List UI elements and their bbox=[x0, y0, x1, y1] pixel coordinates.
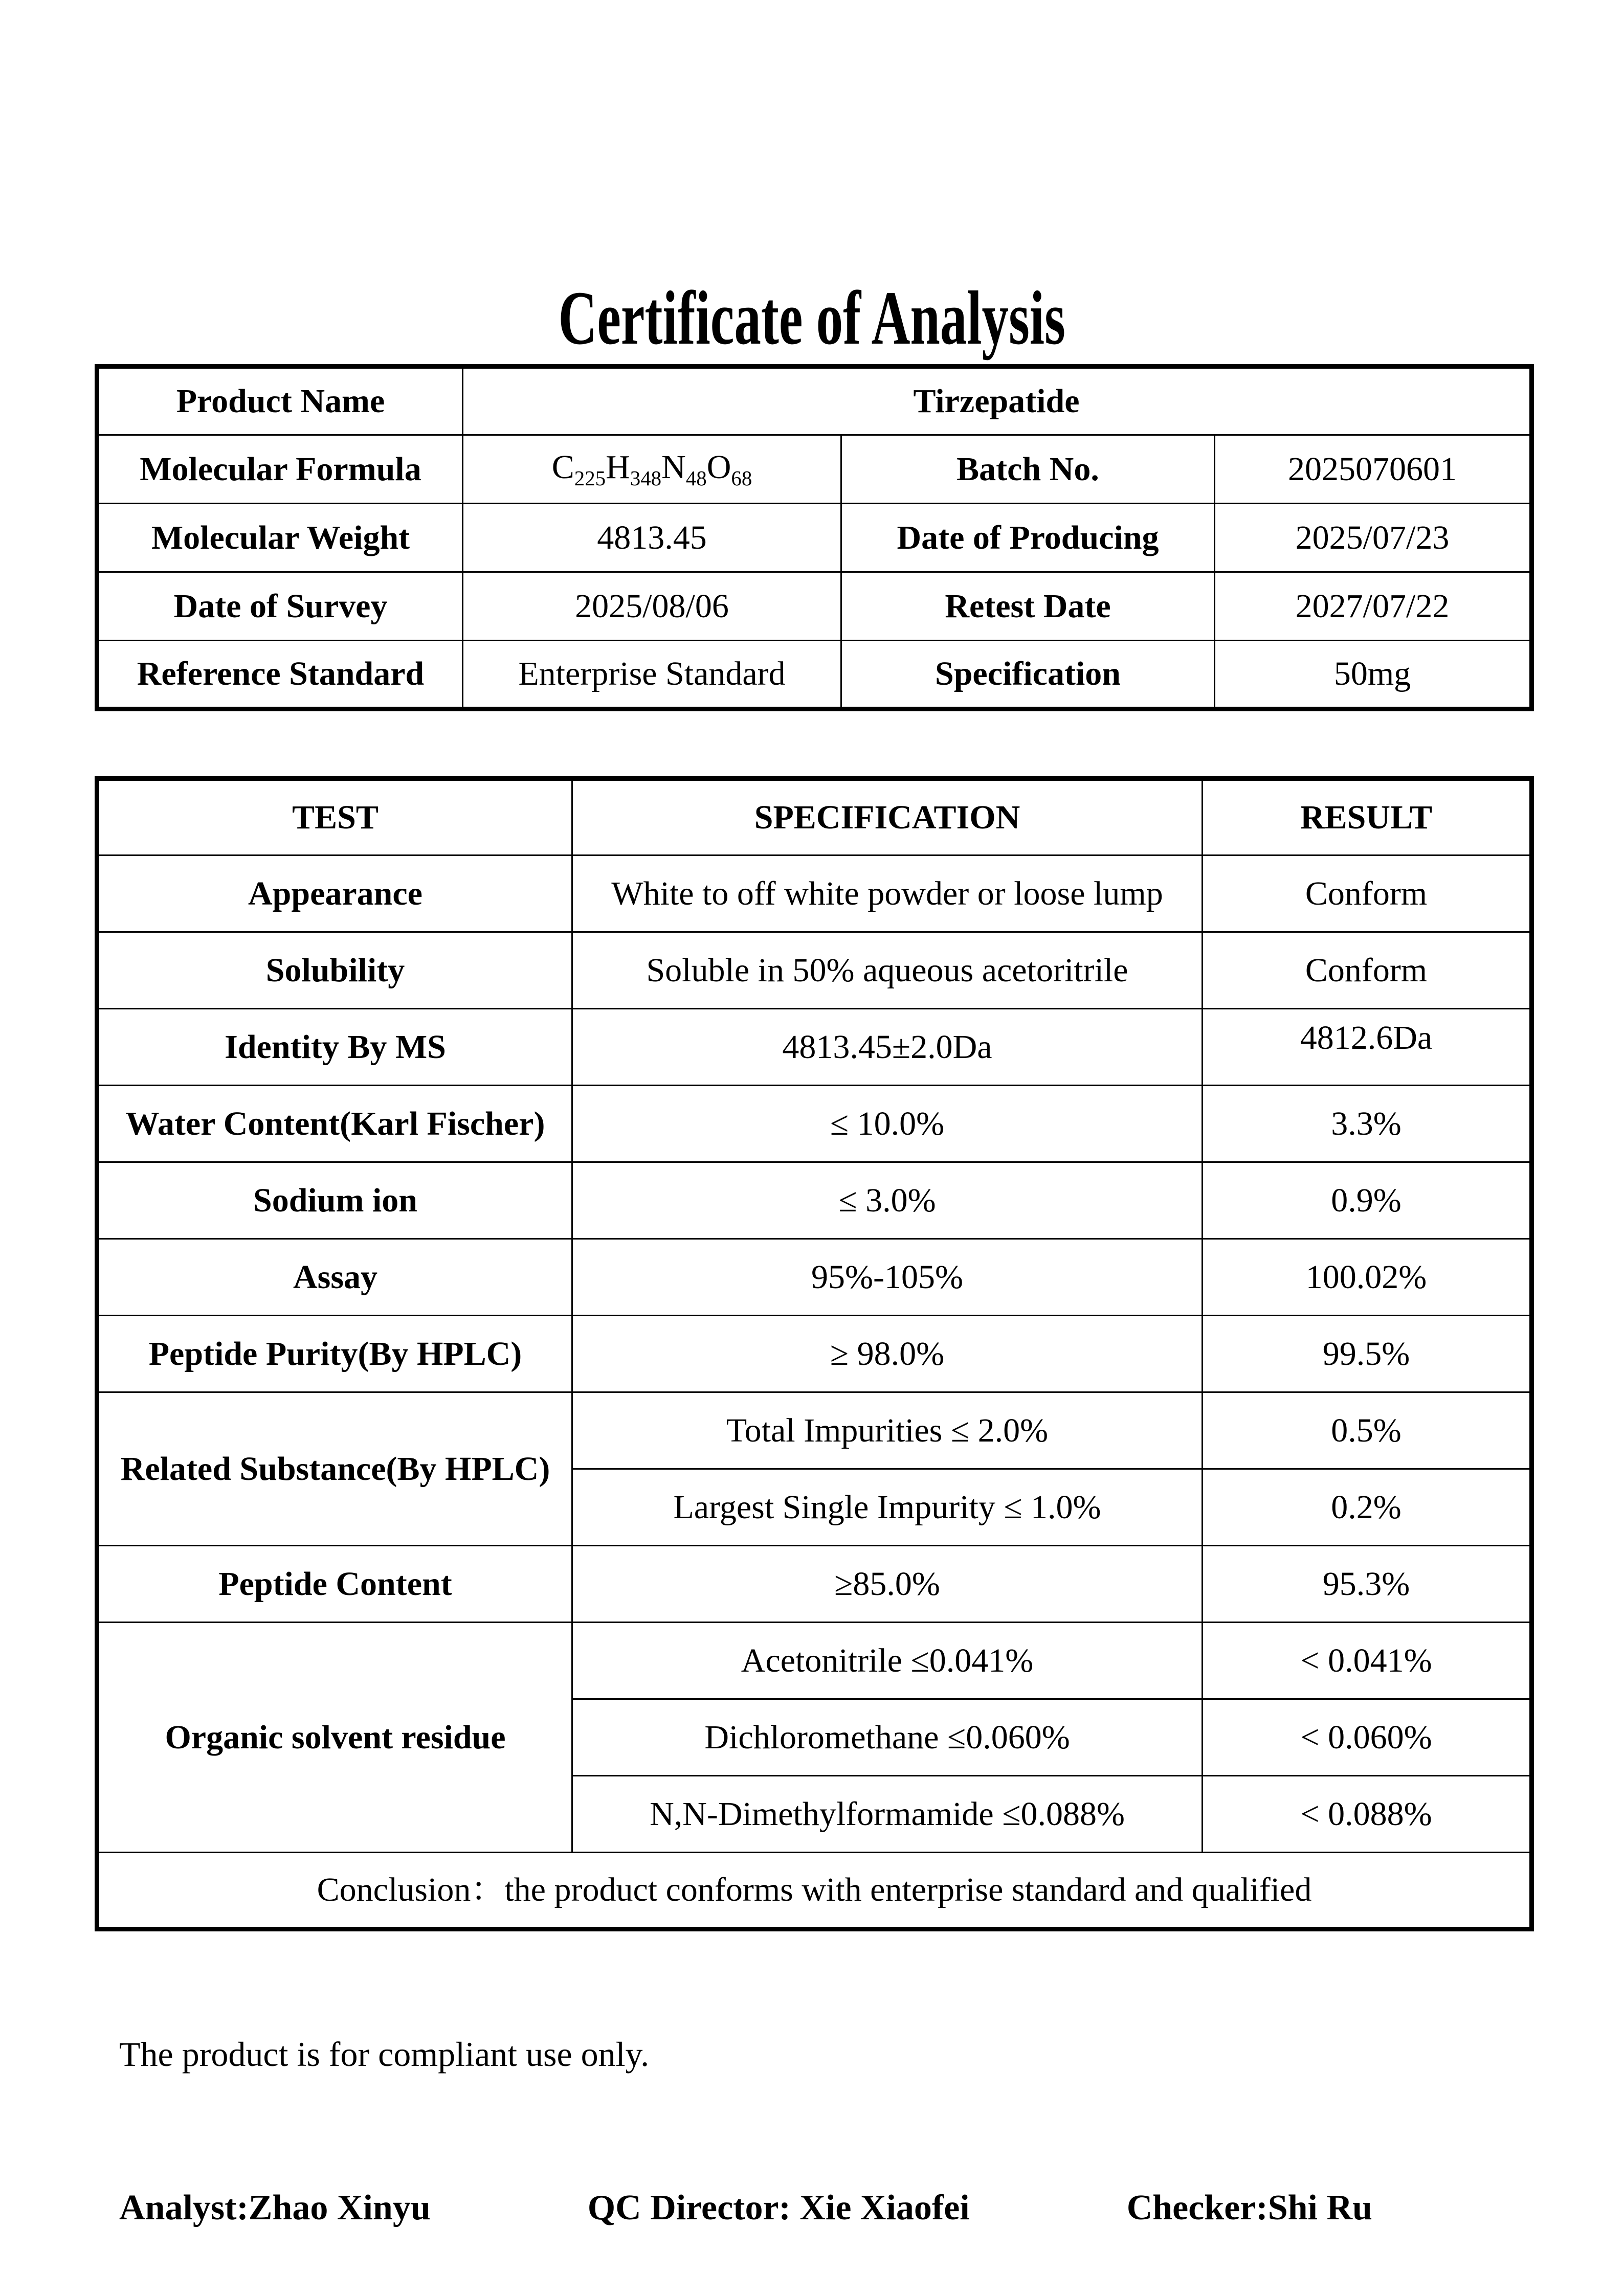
result-cell: 100.02% bbox=[1203, 1239, 1532, 1316]
date-of-survey-value: 2025/08/06 bbox=[463, 572, 841, 641]
result-cell: < 0.088% bbox=[1203, 1776, 1532, 1853]
table-row bbox=[97, 504, 1532, 572]
test-label-cell: Identity By MS bbox=[97, 1009, 572, 1086]
result-cell: Conform bbox=[1203, 856, 1532, 932]
spec-cell: ≥ 98.0% bbox=[572, 1316, 1203, 1392]
header-test: TEST bbox=[97, 779, 572, 856]
molecular-formula-value: $C_{225}H_{348}N_{48}O_{68}$ bbox=[463, 435, 841, 504]
date-of-producing-label: Date of Producing bbox=[841, 504, 1215, 572]
table-row bbox=[97, 641, 1532, 709]
table-row bbox=[97, 1623, 1532, 1699]
header-specification: SPECIFICATION bbox=[572, 779, 1203, 856]
table-row bbox=[97, 856, 1532, 932]
specification-label: Specification bbox=[841, 641, 1215, 709]
test-label-cell: Assay bbox=[97, 1239, 572, 1316]
conclusion-cell bbox=[97, 1853, 1532, 1929]
spec-cell: Acetonitrile ≤0.041% bbox=[572, 1623, 1203, 1699]
spec-cell: ≤ 3.0% bbox=[572, 1162, 1203, 1239]
table-row bbox=[97, 1162, 1532, 1239]
result-cell: 0.5% bbox=[1203, 1392, 1532, 1469]
retest-date-value: 2027/07/22 bbox=[1215, 572, 1532, 641]
test-label-cell: Sodium ion bbox=[97, 1162, 572, 1239]
date-of-producing-value: 2025/07/23 bbox=[1215, 504, 1532, 572]
compliance-note: The product is for compliant use only. bbox=[119, 2035, 650, 2074]
table-row bbox=[97, 1239, 1532, 1316]
table-row bbox=[97, 1316, 1532, 1392]
molecular-weight-label: Molecular Weight bbox=[97, 504, 463, 572]
spec-cell: White to off white powder or loose lump bbox=[572, 856, 1203, 932]
spec-cell: N,N-Dimethylformamide ≤0.088% bbox=[572, 1776, 1203, 1853]
batch-no-label: Batch No. bbox=[841, 435, 1215, 504]
date-of-survey-label: Date of Survey bbox=[97, 572, 463, 641]
product-name-value: Tirzepatide bbox=[463, 367, 1532, 435]
result-cell: 0.2% bbox=[1203, 1469, 1532, 1546]
test-label-cell: Peptide Purity(By HPLC) bbox=[97, 1316, 572, 1392]
specification-value: 50mg bbox=[1215, 641, 1532, 709]
result-cell: 95.3% bbox=[1203, 1546, 1532, 1623]
spec-cell: Soluble in 50% aqueous acetoritrile bbox=[572, 932, 1203, 1009]
table-row bbox=[97, 572, 1532, 641]
reference-standard-label: Reference Standard bbox=[97, 641, 463, 709]
conclusion-row bbox=[97, 1853, 1532, 1929]
test-label-cell: Water Content(Karl Fischer) bbox=[97, 1086, 572, 1162]
spec-cell: Dichloromethane ≤0.060% bbox=[572, 1699, 1203, 1776]
result-cell: Conform bbox=[1203, 932, 1532, 1009]
molecular-weight-value: 4813.45 bbox=[463, 504, 841, 572]
result-cell: 99.5% bbox=[1203, 1316, 1532, 1392]
spec-cell: Total Impurities ≤ 2.0% bbox=[572, 1392, 1203, 1469]
spec-cell: 4813.45±2.0Da bbox=[572, 1009, 1203, 1086]
result-value: 4812.6Da bbox=[1300, 1019, 1433, 1056]
test-results-table bbox=[95, 776, 1534, 1931]
page-title bbox=[0, 276, 1624, 361]
molecular-formula-label: Molecular Formula bbox=[97, 435, 463, 504]
checker-signature: Checker:Shi Ru bbox=[1126, 2188, 1372, 2227]
product-info-table bbox=[95, 364, 1534, 711]
test-label-cell: Appearance bbox=[97, 856, 572, 932]
signature-row bbox=[119, 2188, 1372, 2229]
result-cell: 0.9% bbox=[1203, 1162, 1532, 1239]
test-label-cell: Organic solvent residue bbox=[97, 1623, 572, 1853]
test-label-cell: Solubility bbox=[97, 932, 572, 1009]
table-row bbox=[97, 932, 1532, 1009]
conclusion-label: Conclusion： bbox=[317, 1871, 505, 1909]
batch-no-value: 2025070601 bbox=[1215, 435, 1532, 504]
product-name-label: Product Name bbox=[97, 367, 463, 435]
reference-standard-value: Enterprise Standard bbox=[463, 641, 841, 709]
table-row bbox=[97, 1009, 1532, 1086]
qc-director-signature: QC Director: Xie Xiaofei bbox=[587, 2188, 970, 2227]
result-cell: < 0.041% bbox=[1203, 1623, 1532, 1699]
result-cell: < 0.060% bbox=[1203, 1699, 1532, 1776]
retest-date-label: Retest Date bbox=[841, 572, 1215, 641]
conclusion-text: the product conforms with enterprise standard and qualified bbox=[504, 1871, 1312, 1909]
header-result: RESULT bbox=[1203, 779, 1532, 856]
analyst-signature: Analyst:Zhao Xinyu bbox=[119, 2188, 431, 2227]
page-title-text: Certificate of Analysis bbox=[558, 276, 1066, 361]
table-header-row bbox=[97, 779, 1532, 856]
test-label-cell: Peptide Content bbox=[97, 1546, 572, 1623]
spec-cell: ≥85.0% bbox=[572, 1546, 1203, 1623]
result-cell bbox=[1203, 1009, 1532, 1086]
table-row bbox=[97, 435, 1532, 504]
result-cell: 3.3% bbox=[1203, 1086, 1532, 1162]
spec-cell: Largest Single Impurity ≤ 1.0% bbox=[572, 1469, 1203, 1546]
spec-cell: ≤ 10.0% bbox=[572, 1086, 1203, 1162]
table-row bbox=[97, 1086, 1532, 1162]
spec-cell: 95%-105% bbox=[572, 1239, 1203, 1316]
table-row bbox=[97, 1392, 1532, 1469]
test-label-cell: Related Substance(By HPLC) bbox=[97, 1392, 572, 1546]
table-row bbox=[97, 1546, 1532, 1623]
table-row bbox=[97, 367, 1532, 435]
